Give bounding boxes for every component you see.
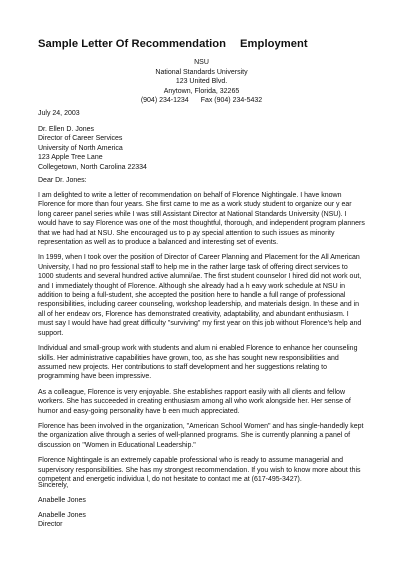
- document-title: [38, 38, 308, 50]
- signer-title: Director: [38, 521, 63, 529]
- title-left: Sample Letter Of Recommendation: [38, 38, 227, 50]
- sender-phone-line: [0, 96, 403, 106]
- recipient-city: Collegetown, North Carolina 22334: [38, 163, 147, 171]
- sender-fax: Fax (904) 234-5432: [200, 97, 263, 104]
- recipient-name: Dr. Ellen D. Jones: [38, 126, 95, 133]
- signer-block: [38, 511, 365, 530]
- letter-date: July 24, 2003: [38, 110, 80, 117]
- title-right: Employment: [240, 38, 308, 50]
- sender-letterhead: [0, 58, 403, 106]
- body-paragraph: In 1999, when I took over the position of Director of Career Planning and Placement for the All American University, I had no pro fessional staff to help me in the rather large task of offering direct services to 1000 students and several hundred active alumni/ae. The first student counselor I hired did not work out, and I immediately thought of Florence. Although she already had a h eavy work schedule at NSU in addition to being a full-student, she accepted the position here to handle a full range of professional responsibilities, including career counseling, workshop leadership, and materials design. In these and in all of her endeav ors, Florence has demonstrated creativity, adaptability, and abundant enthusiasm. I must say I would have had great difficulty "surviving" my first year on this job without Florence's help and support.: [38, 254, 362, 337]
- closing: Sincerely,: [38, 482, 69, 489]
- sender-city: Anytown, Florida, 32265: [163, 87, 240, 95]
- signature-name: Anabelle Jones: [38, 497, 86, 504]
- letter-body: [38, 191, 365, 484]
- recipient-org: University of North America: [38, 144, 123, 152]
- recipient-title: Director of Career Services: [38, 135, 123, 143]
- recipient-street: 123 Apple Tree Lane: [38, 154, 103, 162]
- recipient-address: [38, 125, 365, 172]
- body-paragraph: Florence Nightingale is an extremely capable professional who is ready to assume managerial and supervisory responsibilities. She has my strongest recommendation. If you wish to know more about this competent and energetic individua l, do not hesitate to contact me at (617-495-3427).: [38, 457, 361, 483]
- body-paragraph: I am delighted to write a letter of recommendation on behalf of Florence Nightingale. I have known Florence for more than four years. She first came to me as a work study student to organize our y ear long career panel series while I was still Assistant Director at National Standards University (NSU). I would have to say Florence was one of the most thoughtful, thorough, and independent program planners that we had had at NSU. She encouraged us to p ay special attention to such issues as minority representation as well as to produce a balanced and interesting set of events.: [38, 192, 365, 247]
- body-paragraph: As a colleague, Florence is very enjoyable. She establishes rapport easily with all clients and fellow workers. She has succeeded in creating enthusiasm among all who work alongside her. Her sense of humor and easy-going personality have b een much appreciated.: [38, 388, 351, 415]
- salutation: Dear Dr. Jones:: [38, 177, 87, 184]
- body-paragraph: Florence has been involved in the organization, "American School Women" and has single-handedly kept the organization alive through a series of well-planned programs. She is currently planning a panel of discussion on "Women in Educational Leadership.": [38, 422, 364, 449]
- sender-street: 123 United Blvd.: [175, 78, 228, 85]
- body-paragraph: Individual and small-group work with students and alum ni enabled Florence to enhance her counseling skills. Her administrative capabilities have grown, too, as she has sought new responsibilities and assumed new projects. Her contributions to staff development and her suggestions relating to programming have been impressive.: [38, 345, 358, 381]
- sender-phone: (904) 234-1234: [140, 97, 189, 104]
- sender-org-short: NSU: [194, 59, 209, 66]
- signer-name: Anabelle Jones: [38, 512, 86, 519]
- sender-org-name: National Standards University: [155, 68, 248, 76]
